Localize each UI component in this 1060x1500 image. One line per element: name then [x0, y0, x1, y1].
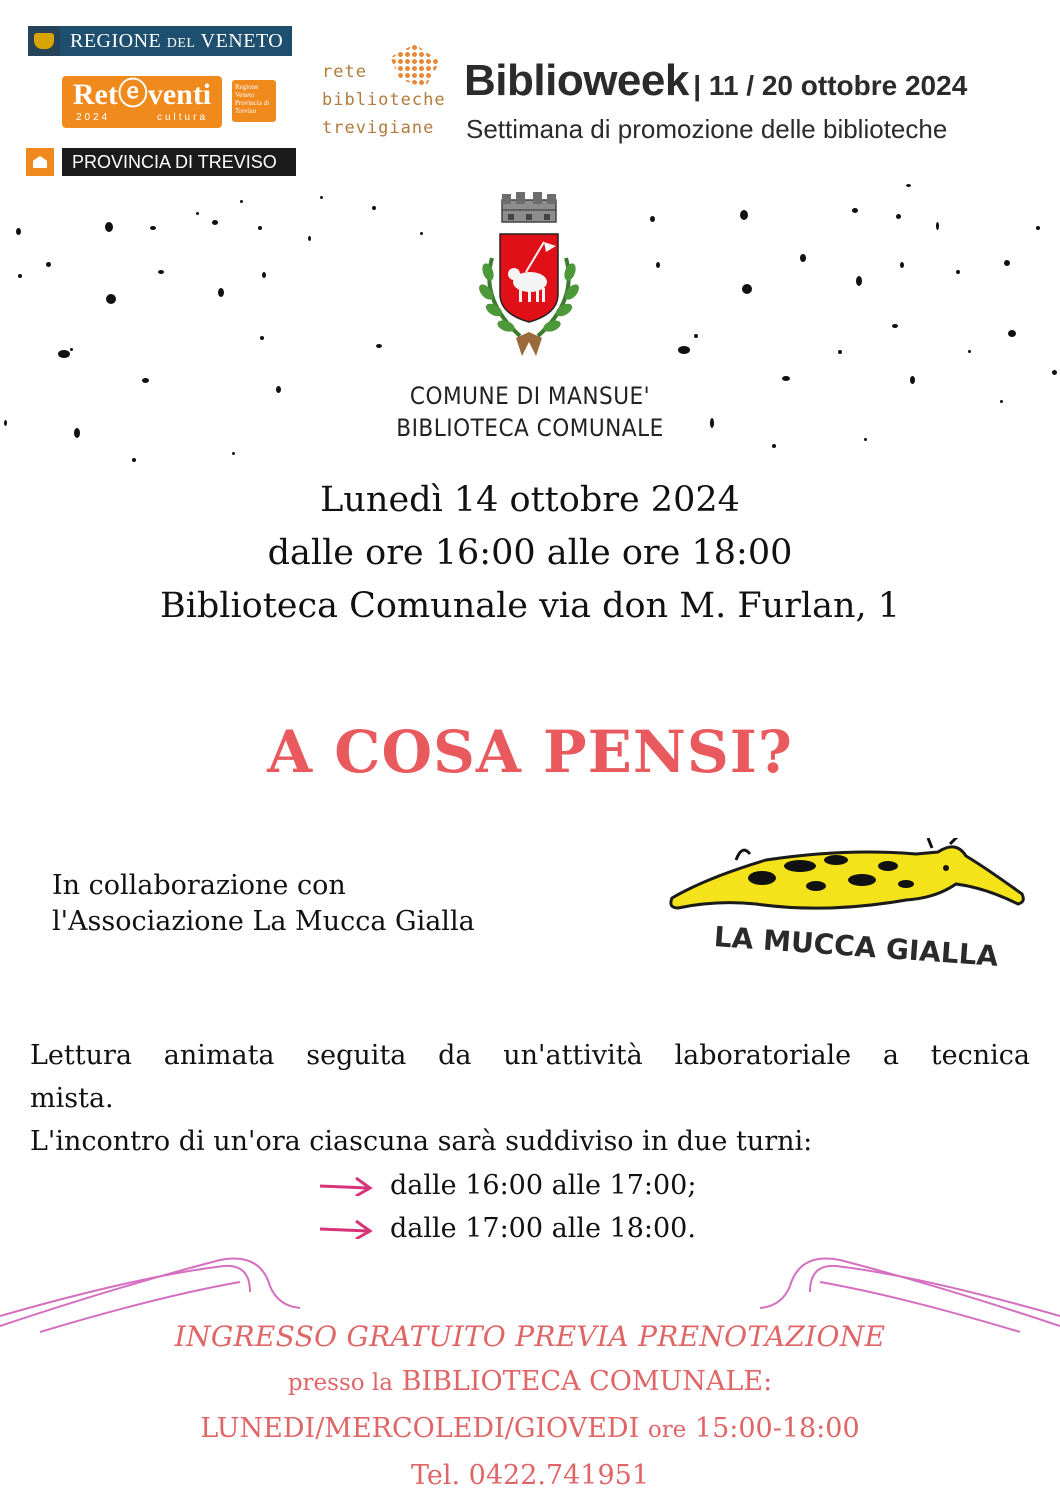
footer-line1: INGRESSO GRATUITO PREVIA PRENOTAZIONE [174, 1320, 886, 1353]
footer-info [0, 1314, 1060, 1498]
regione-veneto-logo [28, 26, 292, 56]
collaboration-text [52, 868, 475, 940]
rete-line3: trevigiane [322, 118, 435, 138]
mucca-logo-text: LA MUCCA GIALLA [712, 920, 1000, 973]
biblioweek-name: Biblioweek [464, 56, 689, 105]
turno-1: dalle 16:00 alle 17:00; [390, 1170, 697, 1201]
confetti-dot [956, 270, 960, 274]
confetti-dot [892, 324, 898, 328]
confetti-dot [742, 284, 752, 294]
description-line3: L'incontro di un'ora ciascuna sarà suddiviso in due turni: [30, 1126, 813, 1157]
confetti-dot [856, 276, 862, 286]
confetti-dot [58, 350, 70, 358]
footer-days: LUNEDI/MERCOLEDI/GIOVEDI [200, 1413, 640, 1444]
confetti-dot [308, 236, 311, 241]
event-date: Lunedì 14 ottobre 2024 [320, 480, 740, 520]
regione-crest-icon [28, 26, 60, 56]
footer-line2: BIBLIOTECA COMUNALE: [401, 1366, 773, 1397]
confetti-dot [936, 222, 939, 230]
comune-line1: COMUNE DI MANSUE' [409, 382, 651, 410]
description-word: a [882, 1040, 900, 1071]
biblioweek-title [464, 56, 967, 106]
confetti-dot [968, 350, 971, 353]
confetti-dot [782, 376, 790, 381]
reteventi-cultura: cultura [156, 112, 208, 123]
description-word: Lettura [30, 1040, 133, 1071]
confetti-dot [852, 208, 858, 213]
confetti-dot [740, 210, 748, 220]
reteventi-year: 2024 [76, 112, 111, 123]
confetti-dot [142, 378, 149, 383]
confetti-dot [1004, 260, 1010, 266]
comune-heading [300, 380, 760, 444]
description-word: un'attività [503, 1040, 643, 1071]
confetti-dot [16, 228, 21, 235]
confetti-dot [1000, 400, 1003, 403]
regione-label: REGIONE [70, 29, 162, 52]
description-word: tecnica [930, 1040, 1030, 1071]
provincia-house-icon [26, 148, 54, 176]
footer-ore: ore [647, 1417, 687, 1443]
description-word: laboratoriale [674, 1040, 852, 1071]
footer-hours: 15:00-18:00 [694, 1413, 860, 1444]
provincia-label: PROVINCIA DI TREVISO [62, 148, 296, 176]
confetti-dot [240, 200, 243, 203]
confetti-dot [18, 274, 22, 278]
confetti-dot [46, 262, 51, 267]
confetti-dot [320, 196, 323, 199]
collab-line1: In collaborazione con [52, 870, 346, 901]
main-title: A COSA PENSI? [267, 718, 793, 786]
confetti-dot [900, 262, 904, 268]
la-mucca-gialla-logo [666, 838, 1030, 978]
confetti-dot [262, 272, 266, 278]
regione-name: VENETO [200, 29, 284, 52]
confetti-dot [420, 232, 423, 235]
comune-line2: BIBLIOTECA COMUNALE [396, 414, 664, 442]
confetti-dot [910, 376, 915, 384]
confetti-dot [1036, 226, 1040, 230]
confetti-dot [70, 348, 73, 351]
arrow-right-icon [318, 1176, 374, 1196]
rete-line1: rete [322, 62, 367, 82]
event-place: Biblioteca Comunale via don M. Furlan, 1 [159, 586, 901, 626]
regione-del: DEL [166, 35, 196, 51]
description-line1 [30, 1034, 1030, 1077]
confetti-dot [105, 222, 113, 232]
confetti-dot [4, 420, 7, 426]
coat-of-arms-icon [466, 190, 592, 366]
footer-phone: Tel. 0422.741951 [410, 1460, 650, 1491]
description-line2: mista. [30, 1083, 114, 1114]
footer-presso: presso la [287, 1370, 393, 1396]
confetti-dot [232, 452, 235, 455]
confetti-dot [800, 254, 806, 262]
confetti-dot [196, 212, 199, 215]
confetti-dot [260, 336, 264, 340]
collab-line2: l'Associazione La Mucca Gialla [52, 906, 475, 937]
reteventi-side-label: Regione Veneto Provincia di Treviso [232, 80, 276, 122]
confetti-dot [1052, 370, 1057, 375]
arrow-right-icon [318, 1219, 374, 1239]
confetti-dot [694, 334, 698, 338]
biblioweek-subtitle: Settimana di promozione delle biblioteche [466, 114, 948, 144]
confetti-dot [864, 438, 867, 441]
confetti-dot [258, 226, 262, 230]
confetti-dot [106, 294, 116, 304]
event-info [0, 474, 1060, 633]
confetti-dot [218, 288, 224, 297]
confetti-dot [656, 262, 660, 268]
confetti-dot [132, 458, 136, 462]
rete-line2: biblioteche [322, 90, 446, 110]
confetti-dot [376, 344, 382, 348]
description-word: seguita [306, 1040, 407, 1071]
confetti-dot [74, 428, 80, 438]
description-word: da [438, 1040, 472, 1071]
biblioweek-dates: | 11 / 20 ottobre 2024 [693, 70, 968, 101]
confetti-dot [678, 346, 690, 354]
confetti-dot [838, 350, 842, 354]
confetti-dot [372, 206, 376, 210]
rete-biblioteche-logo [322, 58, 446, 142]
reteventi-name: Retⓔventi [72, 78, 212, 111]
confetti-dot [158, 270, 164, 274]
confetti-dot [212, 220, 218, 225]
description [30, 1034, 1030, 1163]
event-time: dalle ore 16:00 alle ore 18:00 [267, 533, 793, 573]
turno-2: dalle 17:00 alle 18:00. [390, 1213, 696, 1244]
confetti-dot [1008, 330, 1016, 337]
confetti-dot [906, 184, 911, 187]
confetti-dot [150, 226, 156, 230]
reteventi-logo [62, 76, 222, 128]
list-item [318, 1207, 696, 1250]
provincia-treviso-logo [26, 148, 296, 176]
confetti-dot [896, 214, 901, 219]
confetti-dot [276, 386, 281, 393]
list-item [318, 1164, 696, 1207]
confetti-dot [772, 444, 776, 448]
confetti-dot [650, 216, 655, 222]
turni-list [318, 1164, 696, 1250]
description-word: animata [163, 1040, 275, 1071]
